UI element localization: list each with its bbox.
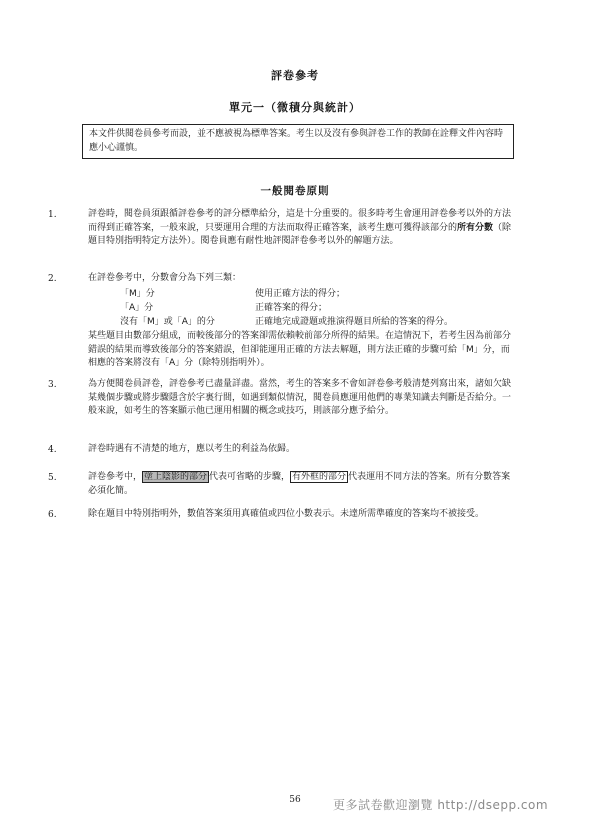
item-number: 4. [48, 445, 57, 455]
page-title: 評卷參考 [271, 69, 319, 82]
site-watermark: 更多試卷歡迎瀏覽 http://dsepp.com [333, 798, 549, 812]
item-5-post: 代表運用不同方法的答案。所有分數答案必須化簡。 [88, 472, 511, 496]
item-number: 6. [48, 510, 57, 520]
item-1-text-a: 評卷時，閱卷員須跟循評卷參考的評分標準給分，這是十分重要的。很多時考生會運用評卷參考以外的方法而得到正確答案，一般來說，只要運用合理的方法而取得正確答案，該考生應可獲得該部分的 [88, 209, 512, 233]
item-number: 3. [48, 380, 57, 390]
disclaimer-box: 本文件供閱卷員參考而設，並不應被視為標準答案。考生以及沒有參與評卷工作的教師在詮釋文件內容時應小心謹慎。 [82, 124, 514, 159]
category-label: 「A」分 [120, 303, 154, 313]
category-row [120, 302, 520, 316]
item-2-outro: 某些題目由數部分組成，而較後部分的答案卻需依賴較前部分所得的結果。在這情況下，若考生因為前部分錯誤的結果而導致後部分的答案錯誤，但卻能運用正確的方法去解題，則方法正確的步驟可給「M」分，而相應的答案將沒有「A」分（除特別指明外）。 [88, 331, 512, 369]
category-row [120, 288, 520, 302]
item-3-text: 為方便閱卷員評卷，評卷參考已盡量詳盡。當然，考生的答案多不會如評卷參考般清楚列寫出來，諸如欠缺某幾個步驟或將步驟隱含於字裏行間，如遇到類似情況，閱卷員應運用他們的專業知識去判斷是否給分。一般來說，如考生的答案顯示他已運用相關的概念或技巧，則該部分應予給分。 [88, 379, 512, 417]
boxed-sample: 有外框的部分 [292, 472, 347, 482]
item-6-text: 除在題目中特別指明外，數值答案須用真確值或四位小數表示。未達所需準確度的答案均不被接受。 [88, 509, 485, 519]
item-5-mid: 代表可省略的步驟， [209, 472, 291, 482]
category-desc: 使用正確方法的得分； [255, 289, 346, 299]
item-4-text: 評卷時遇有不清楚的地方，應以考生的利益為依歸。 [88, 444, 296, 454]
category-label: 沒有「M」或「A」的分 [120, 317, 215, 327]
shaded-sample: 塗上陰影的部分 [144, 472, 208, 482]
item-5-text [88, 471, 518, 498]
section-heading: 一般閱卷原則 [260, 185, 330, 197]
item-1-text [88, 208, 518, 249]
item-5-pre: 評卷參考中， [88, 472, 143, 482]
item-2-intro: 在評卷參考中，分數會分為下列三類： [88, 273, 242, 283]
category-label: 「M」分 [120, 289, 155, 299]
item-number: 2. [48, 274, 57, 284]
item-number: 5. [48, 473, 57, 483]
category-desc: 正確地完成證題或推演得題目所給的答案的得分。 [255, 317, 454, 327]
category-row [120, 316, 520, 330]
item-1-text-b: （除題目特別指明特定方法外）。閱卷員應有耐性地評閱評卷參考以外的解題方法。 [88, 222, 512, 247]
unit-subtitle: 單元一（微積分與統計） [229, 101, 361, 114]
page-number: 56 [289, 795, 301, 805]
item-number: 1. [48, 210, 57, 220]
category-desc: 正確答案的得分； [255, 303, 328, 313]
item-1-bold: 所有分數 [457, 222, 494, 233]
